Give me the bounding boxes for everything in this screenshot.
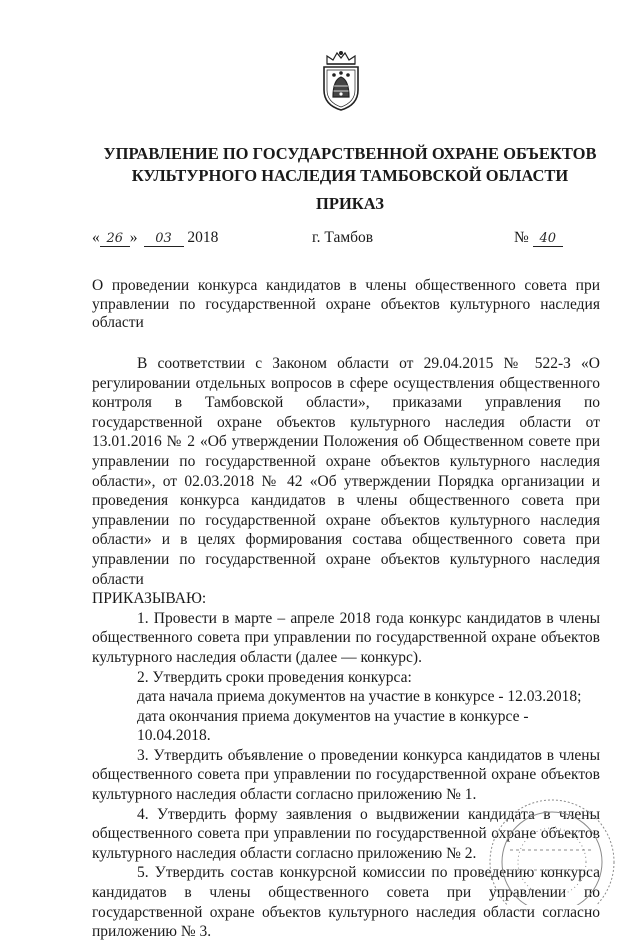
order-item-3: 3. Утвердить объявление о проведении конкурса кандидатов в члены общественного совета при управлении по государственной охране объектов культурного наследия области согласно приложению № 1. (92, 746, 600, 804)
order-city: г. Тамбов (312, 229, 374, 246)
document-type-title: ПРИКАЗ (316, 194, 384, 213)
order-year: 2018 (187, 229, 219, 246)
order-day: 26 (100, 232, 130, 247)
order-number (514, 229, 563, 247)
order-date (92, 229, 218, 247)
org-title-line-2: КУЛЬТУРНОГО НАСЛЕДИЯ ТАМБОВСКОЙ ОБЛАСТИ (131, 166, 569, 185)
order-month: 03 (144, 232, 184, 247)
order-item-1: 1. Провести в марте – апреле 2018 года конкурс кандидатов в члены общественного совета при управлении по государственной охране объектов культурного наследия области (далее — конкурс). (92, 609, 600, 666)
order-item-2-start-date: дата начала приема документов на участие в конкурсе - 12.03.2018; (137, 688, 582, 706)
quote-close: » (129, 229, 138, 246)
coat-of-arms-icon (318, 50, 364, 112)
order-item-2-end-date: дата окончания приема документов на участие в конкурсе - 10.04.2018. (137, 707, 529, 745)
command-word: ПРИКАЗЫВАЮ: (92, 590, 207, 608)
preamble-paragraph: В соответствии с Законом области от 29.04.2015 № 522-З «О регулировании отдельных вопросов в сфере осуществления общественного контроля в Тамбовской области», приказами управления по государственной охране объектов культурного наследия области от 13.01.2016 № 2 «Об утверждении Положения об Общественном совете при управлении по государственной охране объектов культурного наследия области», от 02.03.2018 № 42 «Об утверждении Порядка организации и проведения конкурса кандидатов в члены общественного совета при управлении по государственной охране объектов культурного наследия области» и в целях формирования состава общественного совета при управлении по государственной охране объектов культурного наследия области (92, 355, 600, 588)
order-body (92, 354, 600, 942)
order-number-value: 40 (533, 232, 563, 247)
quote-open: « (92, 229, 100, 246)
organization-title (60, 143, 640, 187)
order-item-5: 5. Утвердить состав конкурсной комиссии по проведению конкурса кандидатов в члены общественного совета при управлении по государственной охране объектов культурного наследия области согласно приложению № 3. (92, 864, 600, 941)
order-subject: О проведении конкурса кандидатов в члены общественного совета при управлении по государственной охране объектов культурного наследия области (92, 277, 600, 331)
order-item-2: 2. Утвердить сроки проведения конкурса: (137, 668, 412, 686)
number-sign: № (514, 229, 529, 246)
org-title-line-1: УПРАВЛЕНИЕ ПО ГОСУДАРСТВЕННОЙ ОХРАНЕ ОБЪЕКТОВ (103, 144, 597, 163)
order-item-4: 4. Утвердить форму заявления о выдвижении кандидата в члены общественного совета при управлении по государственной охране объектов культурного наследия области согласно приложению № 2. (92, 805, 600, 862)
